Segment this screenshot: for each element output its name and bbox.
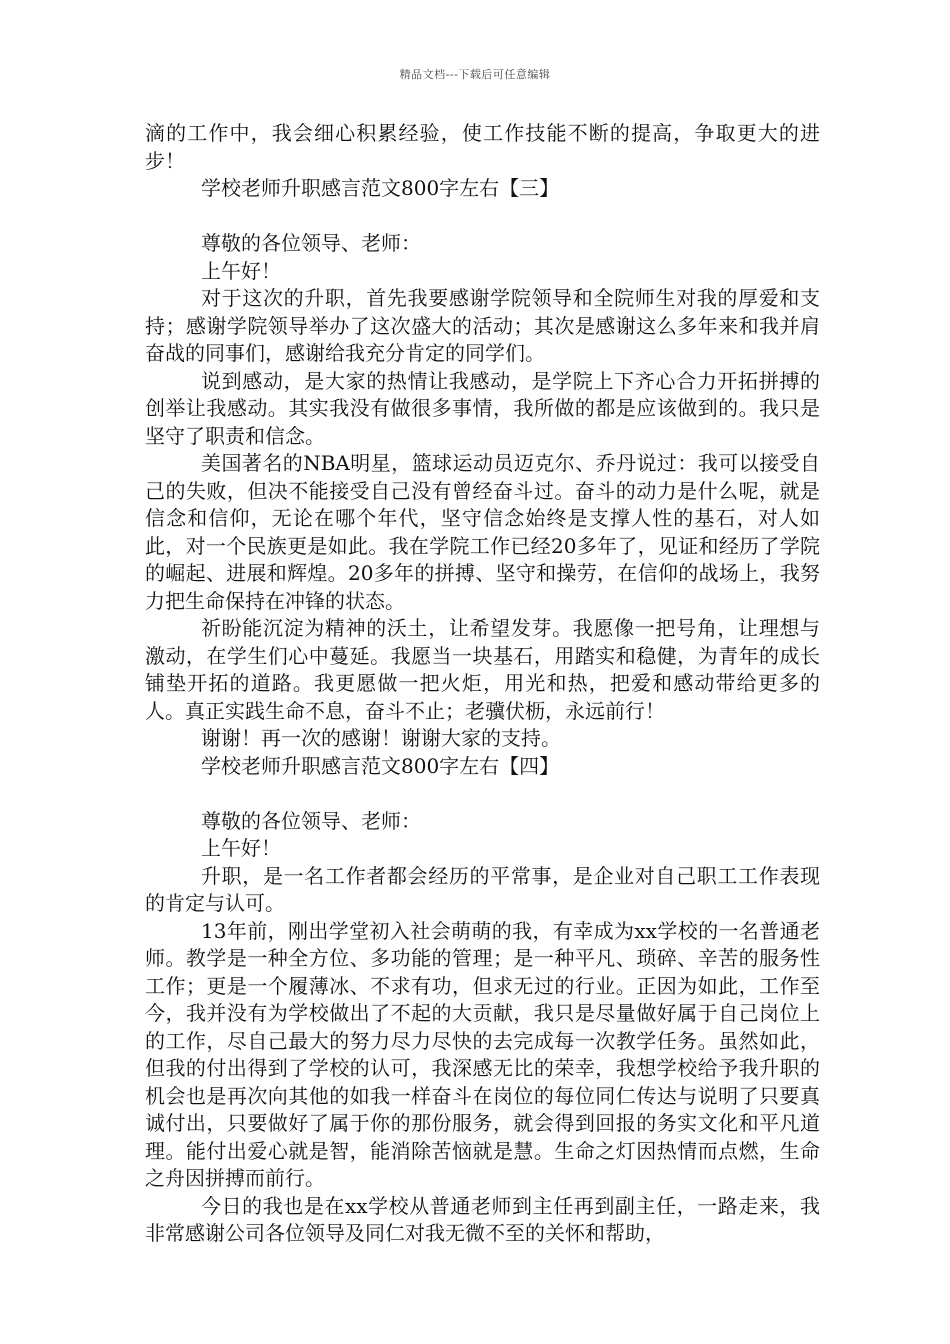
paragraph: 说到感动，是大家的热情让我感动，是学院上下齐心合力开拓拼搏的创举让我感动。其实我没有做很多事情，我所做的都是应该做到的。我只是坚守了职责和信念。: [145, 368, 820, 448]
paragraph: 13年前，刚出学堂初入社会萌萌的我，有幸成为xx学校的一名普通老师。教学是一种全方位、多功能的管理；是一种平凡、琐碎、辛苦的服务性工作；更是一个履薄冰、不求有功，但求无过的行业。正因为如此，工作至今，我并没有为学校做出了不起的大贡献，我只是尽量做好属于自己岗位上的工作，尽自己最大的努力尽力尽快的去完成每一次教学任务。虽然如此，但我的付出得到了学校的认可，我深感无比的荣幸，我想学校给予我升职的机会也是再次向其他的如我一样奋斗在岗位的每位同仁传达与说明了只要真诚付出，只要做好了属于你的那份服务，就会得到回报的务实文化和平凡道理。能付出爱心就是智，能消除苦恼就是慧。生命之灯因热情而点燃，生命之舟因拼搏而前行。: [145, 918, 820, 1190]
blank-line: [145, 203, 820, 231]
blank-line: [145, 780, 820, 808]
document-body: [145, 120, 820, 1248]
page-header: 精品文档---下载后可任意编辑: [399, 68, 551, 81]
greeting: 上午好！: [201, 836, 281, 860]
section-heading: 学校老师升职感言范文800字左右【四】: [201, 753, 560, 778]
continued-paragraph: 滴的工作中，我会细心积累经验，使工作技能不断的提高，争取更大的进步！: [145, 121, 820, 173]
closing-line: 谢谢！再一次的感谢！谢谢大家的支持。: [201, 726, 561, 750]
paragraph: 祈盼能沉淀为精神的沃土，让希望发芽。我愿像一把号角，让理想与激动，在学生们心中蔓延。我愿当一块基石，用踏实和稳健，为青年的成长铺垫开拓的道路。我更愿做一把火炬，用光和热，把爱和感动带给更多的人。真正实践生命不息，奋斗不止；老骥伏枥，永远前行！: [145, 616, 820, 723]
paragraph: 美国著名的NBA明星，篮球运动员迈克尔、乔丹说过：我可以接受自己的失败，但决不能接受自己没有曾经奋斗过。奋斗的动力是什么呢，就是信念和信仰，无论在哪个年代，坚守信念始终是支撑人性的基石，对人如此，对一个民族更是如此。我在学院工作已经20多年了，见证和经历了学院的崛起、进展和辉煌。20多年的拼搏、坚守和操劳，在信仰的战场上，我努力把生命保持在冲锋的状态。: [145, 451, 820, 613]
section-heading: 学校老师升职感言范文800字左右【三】: [201, 176, 560, 200]
paragraph: 升职，是一名工作者都会经历的平常事，是企业对自己职工工作表现的肯定与认可。: [145, 863, 820, 915]
greeting: 上午好！: [201, 258, 281, 283]
salutation: 尊敬的各位领导、老师：: [201, 808, 421, 833]
paragraph: 对于这次的升职，首先我要感谢学院领导和全院师生对我的厚爱和支持；感谢学院领导举办了这次盛大的活动；其次是感谢这么多年来和我并肩奋战的同事们，感谢给我充分肯定的同学们。: [145, 286, 820, 365]
salutation: 尊敬的各位领导、老师：: [201, 231, 421, 255]
paragraph: 今日的我也是在xx学校从普通老师到主任再到副主任，一路走来，我非常感谢公司各位领导及同仁对我无微不至的关怀和帮助，: [145, 1193, 820, 1245]
